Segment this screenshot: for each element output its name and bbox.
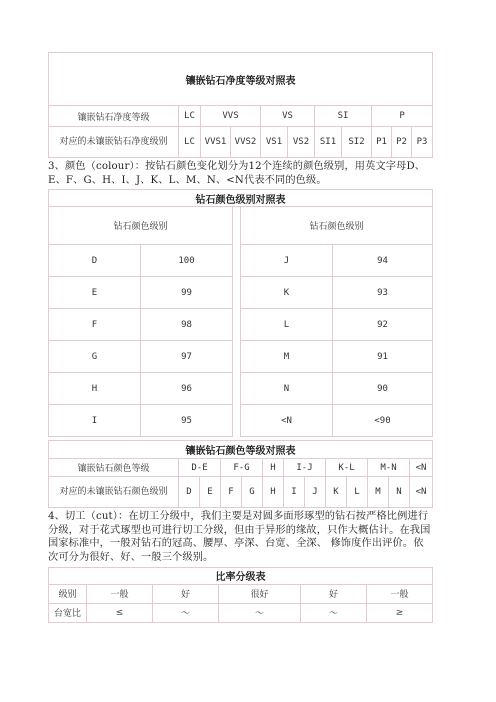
table-cell: F-G (221, 459, 263, 477)
color-grade-header-right: 钻石颜色级别 (241, 207, 433, 245)
ratio-table-title: 比率分级表 (49, 567, 433, 584)
table-cell: SI2 (342, 127, 372, 158)
table-cell: <N (410, 477, 433, 508)
table-cell: K (326, 477, 347, 508)
table-cell: D (49, 245, 141, 277)
table-cell: 92 (333, 309, 433, 341)
document-page (48, 0, 432, 623)
setting-color-table (48, 440, 433, 508)
table-cell: VS (261, 106, 315, 127)
table-cell: I (49, 405, 141, 437)
table-cell: ～ (219, 603, 301, 622)
clarity-row-label-2: 对应的未镶嵌钻石净度级别 (49, 127, 179, 158)
ratio-table (48, 567, 433, 623)
gap (233, 373, 241, 405)
table-cell: H (49, 373, 141, 405)
table-cell: N (389, 477, 410, 508)
table-cell: 好 (301, 584, 367, 603)
table-cell: 一般 (367, 584, 433, 603)
table-cell: 100 (141, 245, 233, 277)
clarity-row-label: 镶嵌钻石净度等级 (49, 106, 179, 127)
table-cell: L (347, 477, 368, 508)
table-cell: J (241, 245, 333, 277)
gap (233, 405, 241, 437)
table-cell: 90 (333, 373, 433, 405)
table-cell: P3 (412, 127, 433, 158)
table-cell: K (241, 277, 333, 309)
table-cell: P1 (372, 127, 392, 158)
table-cell: ≥ (367, 603, 433, 622)
table-cell: SI (315, 106, 372, 127)
clarity-table-title: 镶嵌钻石净度等级对照表 (49, 53, 433, 106)
table-cell: D-E (179, 459, 221, 477)
table-cell: E (200, 477, 221, 508)
table-cell: VS1 (261, 127, 288, 158)
table-cell: LC (179, 127, 201, 158)
table-cell: E (49, 277, 141, 309)
table-cell: F (221, 477, 242, 508)
clarity-table (48, 52, 433, 158)
table-cell: 好 (153, 584, 219, 603)
table-row (49, 405, 433, 437)
cut-paragraph: 4、切工（cut）：在切工分级中，我们主要是对圆多面形琢型的钻石按严格比例进行分级，对于花式琢型也可进行切工分级，但由于异形的缘故，只作大概估计。在我国国家标准中，一般对钻石的冠高、腰厚、亭深、台宽、全深、 修饰度作出评价。依次可分为很好、好、一般三个级别。 (48, 511, 431, 563)
table-row (49, 373, 433, 405)
color-grade-table-title: 钻石颜色级别对照表 (49, 190, 433, 207)
table-cell: 98 (141, 309, 233, 341)
gap (233, 309, 241, 341)
gap (233, 341, 241, 373)
table-cell: <N (410, 459, 433, 477)
table-cell: I-J (284, 459, 326, 477)
table-row (49, 309, 433, 341)
color-paragraph: 3、颜色（colour）：按钻石颜色变化划分为12个连续的颜色级别，用英文字母D、E、F、G、H、I、J、K、L、M、N、<N代表不同的色级。 (48, 161, 426, 186)
color-grade-table (48, 189, 433, 437)
table-cell: 91 (333, 341, 433, 373)
table-cell: LC (179, 106, 201, 127)
gap (233, 245, 241, 277)
table-cell: H (263, 459, 284, 477)
table-cell: 96 (141, 373, 233, 405)
table-cell: 95 (141, 405, 233, 437)
table-cell: ～ (153, 603, 219, 622)
table-cell: 94 (333, 245, 433, 277)
table-cell: <90 (333, 405, 433, 437)
table-cell: SI1 (315, 127, 342, 158)
table-cell: 97 (141, 341, 233, 373)
table-cell: VS2 (288, 127, 315, 158)
table-cell: 很好 (219, 584, 301, 603)
color-grade-header-left: 钻石颜色级别 (49, 207, 233, 245)
table-cell: VVS (201, 106, 261, 127)
table-cell: H (263, 477, 284, 508)
table-cell: D (179, 477, 200, 508)
table-cell: L (241, 309, 333, 341)
table-cell: ～ (301, 603, 367, 622)
table-cell: ≤ (87, 603, 153, 622)
table-cell: P2 (392, 127, 412, 158)
table-cell: J (305, 477, 326, 508)
table-cell: I (284, 477, 305, 508)
table-cell: VVS1 (201, 127, 231, 158)
table-cell: M (241, 341, 333, 373)
table-cell: F (49, 309, 141, 341)
table-cell: <N (241, 405, 333, 437)
gap (233, 207, 241, 245)
table-cell: K-L (326, 459, 368, 477)
ratio-row-label: 级别 (49, 584, 87, 603)
setting-color-row-label-2: 对应的未镶嵌钻石颜色级别 (49, 477, 179, 508)
setting-color-table-title: 镶嵌钻石颜色等级对照表 (49, 441, 433, 459)
table-cell: M-N (368, 459, 410, 477)
gap (233, 277, 241, 309)
table-cell: N (241, 373, 333, 405)
table-cell: 99 (141, 277, 233, 309)
table-cell: 一般 (87, 584, 153, 603)
table-row (49, 245, 433, 277)
setting-color-row-label: 镶嵌钻石颜色等级 (49, 459, 179, 477)
table-cell: 93 (333, 277, 433, 309)
table-cell: P (372, 106, 433, 127)
table-cell: G (49, 341, 141, 373)
table-cell: M (368, 477, 389, 508)
table-cell: G (242, 477, 263, 508)
ratio-row-label-2: 台宽比 (49, 603, 87, 622)
table-row (49, 341, 433, 373)
table-row (49, 277, 433, 309)
table-cell: VVS2 (231, 127, 261, 158)
